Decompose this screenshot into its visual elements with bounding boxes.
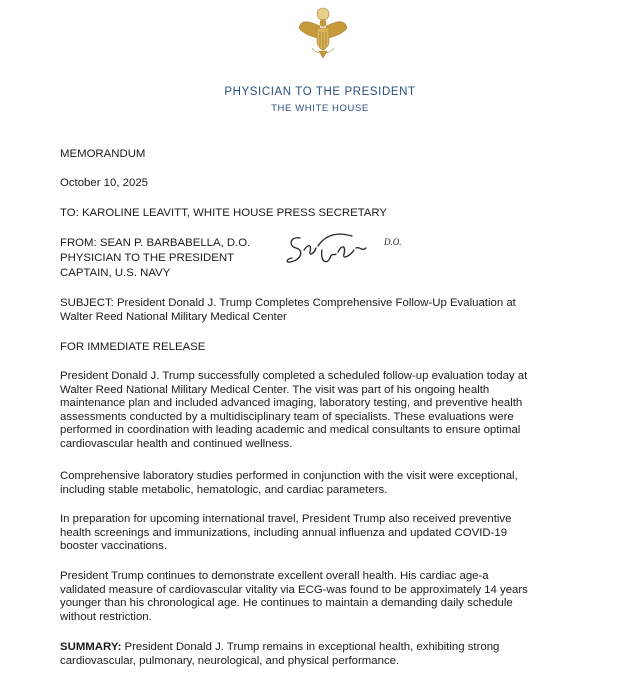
summary-line: cardiovascular, pulmonary, neurological, and physical performance. <box>60 654 400 667</box>
paragraph-line: including stable metabolic, hematologic, and cardiac parameters. <box>60 483 388 496</box>
memo-type: MEMORANDUM <box>60 148 146 160</box>
memo-from: FROM: SEAN P. BARBABELLA, D.O. <box>60 237 251 249</box>
paragraph-line: without restriction. <box>60 610 152 623</box>
paragraph-line: maintenance plan and included advanced imaging, laboratory testing, and preventive health <box>60 397 523 410</box>
signature-suffix: D.O. <box>384 237 402 247</box>
summary-line <box>60 641 560 655</box>
paragraph-line: health screenings and immunizations, including annual influenza and updated COVID-19 <box>60 526 508 539</box>
paragraph-line: In preparation for upcoming international travel, President Trump also received preventive <box>60 513 512 525</box>
release-label: FOR IMMEDIATE RELEASE <box>60 341 206 353</box>
letterhead-location: THE WHITE HOUSE <box>271 103 369 114</box>
memo-date: October 10, 2025 <box>60 177 149 189</box>
paragraph-line: Comprehensive laboratory studies performed in conjunction with the visit were exceptional, <box>60 470 518 482</box>
memo-to: TO: KAROLINE LEAVITT, WHITE HOUSE PRESS SECRETARY <box>60 207 388 219</box>
paragraph-4 <box>60 570 560 624</box>
paragraph-line: President Donald J. Trump successfully completed a scheduled follow-up evaluation today at <box>60 370 528 382</box>
memo-from-rank: CAPTAIN, U.S. NAVY <box>60 267 171 279</box>
paragraph-line: younger than his chronological age. He continues to maintain a demanding daily schedule <box>60 597 513 610</box>
memo-subject-cont: Walter Reed National Military Medical Center <box>60 311 287 323</box>
signature <box>282 226 412 270</box>
summary-text: President Donald J. Trump remains in exceptional health, exhibiting strong <box>121 641 500 653</box>
paragraph-line: cardiovascular health and continued wellness. <box>60 437 293 450</box>
letterhead-office: PHYSICIAN TO THE PRESIDENT <box>224 86 416 98</box>
summary-label: SUMMARY: <box>60 641 122 653</box>
paragraph-3 <box>60 513 560 554</box>
paragraph-line: validated measure of cardiovascular vitality via ECG-was found to be approximately 14 years <box>60 583 528 596</box>
memo-subject: SUBJECT: President Donald J. Trump Completes Comprehensive Follow-Up Evaluation at <box>60 297 516 309</box>
paragraph-line: President Trump continues to demonstrate excellent overall health. His cardiac age-a <box>60 570 489 582</box>
paragraph-2 <box>60 470 560 497</box>
paragraph-1 <box>60 370 560 452</box>
eagle-seal-icon <box>296 6 350 66</box>
paragraph-line: Walter Reed National Military Medical Center. The visit was part of his ongoing health <box>60 383 490 396</box>
memo-from-title: PHYSICIAN TO THE PRESIDENT <box>60 252 235 264</box>
paragraph-line: assessments conducted by a multidisciplinary team of specialists. These evaluations were <box>60 410 514 423</box>
paragraph-line: performed in coordination with leading academic and medical consultants to ensure optimal <box>60 424 521 437</box>
summary-paragraph <box>60 641 560 668</box>
paragraph-line: booster vaccinations. <box>60 540 168 553</box>
